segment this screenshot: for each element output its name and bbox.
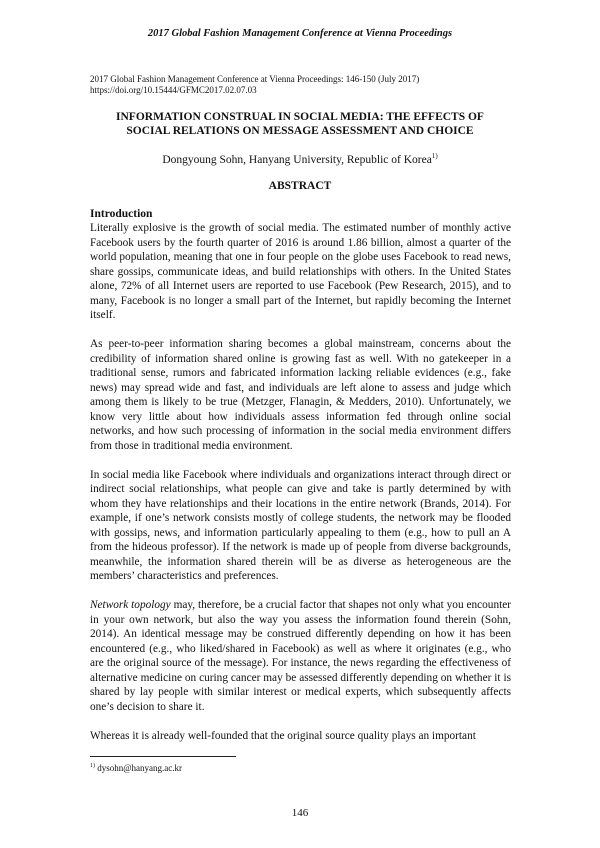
paragraph-3: In social media like Facebook where individuals and organizations interact through direct or indirect social relationships, what people can give and take is partly determined by with whom they have relationships and their locations in the entire network (Brands, 2014). For example, if one’s network consists mostly of college students, the network may be flooded with gossips, news, and information particularly appealing to them (e.g., how to pull an A from the hideous professor). If the network is made up of people from diverse backgrounds, meanwhile, the information shared therein will be as diverse as heterogeneous are the members’ characteristics and preferences. bbox=[90, 468, 511, 582]
title-line-1: INFORMATION CONSTRUAL IN SOCIAL MEDIA: THE EFFECTS OF bbox=[116, 111, 484, 123]
footnote-email[interactable]: dysohn@hanyang.ac.kr bbox=[95, 763, 183, 773]
footnote-marker: 1) bbox=[90, 763, 95, 769]
paragraph-4 bbox=[90, 598, 511, 714]
citation-block bbox=[90, 74, 419, 96]
paragraph-1: Literally explosive is the growth of social media. The estimated number of monthly active Facebook users by the fourth quarter of 2016 is around 1.86 billion, almost a quarter of the world population, meaning that one in four people on the globe uses Facebook to read news, share gossips, communicate ideas, and build relationships with others. In the United States alone, 72% of all Internet users are reported to use Facebook (Pew Research, 2015), and to many, Facebook is no longer a small part of the Internet, but rapidly becoming the Internet itself. bbox=[90, 222, 511, 321]
citation-line: 2017 Global Fashion Management Conference at Vienna Proceedings: 146-150 (July 2017) bbox=[90, 74, 420, 84]
page-number: 146 bbox=[291, 807, 309, 819]
body-text bbox=[90, 207, 511, 743]
paragraph-4-italic: Network topology bbox=[90, 599, 171, 611]
author-footnote-marker: 1) bbox=[431, 152, 438, 160]
footnote bbox=[90, 763, 182, 773]
section-heading: Introduction bbox=[90, 208, 153, 220]
abstract-heading: ABSTRACT bbox=[268, 180, 332, 192]
running-head: 2017 Global Fashion Management Conference at Vienna Proceedings bbox=[147, 28, 453, 39]
doi-link[interactable]: https://doi.org/10.15444/GFMC2017.02.07.03 bbox=[90, 85, 257, 95]
paper-title bbox=[70, 110, 530, 138]
author-line bbox=[0, 152, 600, 166]
paragraph-4-text: may, therefore, be a crucial factor that shapes not only what you encounter in your own network, but also the way you assess the information found therein (Sohn, 2014). An identical message may be construed differently depending on how it has been encountered (e.g., who liked/shared in Facebook) as well as where it originates (e.g., who are the original source of the message). For instance, the news regarding the effectiveness of alternative medicine on curing cancer may be assessed differently depending on whether it is shared by lay people with similar interest or medical experts, which subsequently affects one’s decision to share it. bbox=[90, 599, 512, 713]
paragraph-5: Whereas it is already well-founded that the original source quality plays an important bbox=[90, 729, 476, 742]
title-line-2: SOCIAL RELATIONS ON MESSAGE ASSESSMENT AND CHOICE bbox=[126, 125, 474, 137]
author-text: Dongyoung Sohn, Hanyang University, Republic of Korea bbox=[162, 154, 432, 166]
footnote-rule bbox=[90, 756, 236, 757]
paragraph-2: As peer-to-peer information sharing becomes a global mainstream, concerns about the credibility of information shared online is growing fast as well. With no gatekeeper in a traditional sense, rumors and fabricated information lacking reliable evidences (e.g., fake news) may spread wide and fast, and individuals are left alone to assess and judge which among them is likely to be true (Metzger, Flanagin, & Medders, 2010). Unfortunately, we know very little about how individuals assess information fed through online social networks, and how such processing of information in the social media environment differs from those in traditional media environment. bbox=[90, 338, 511, 452]
